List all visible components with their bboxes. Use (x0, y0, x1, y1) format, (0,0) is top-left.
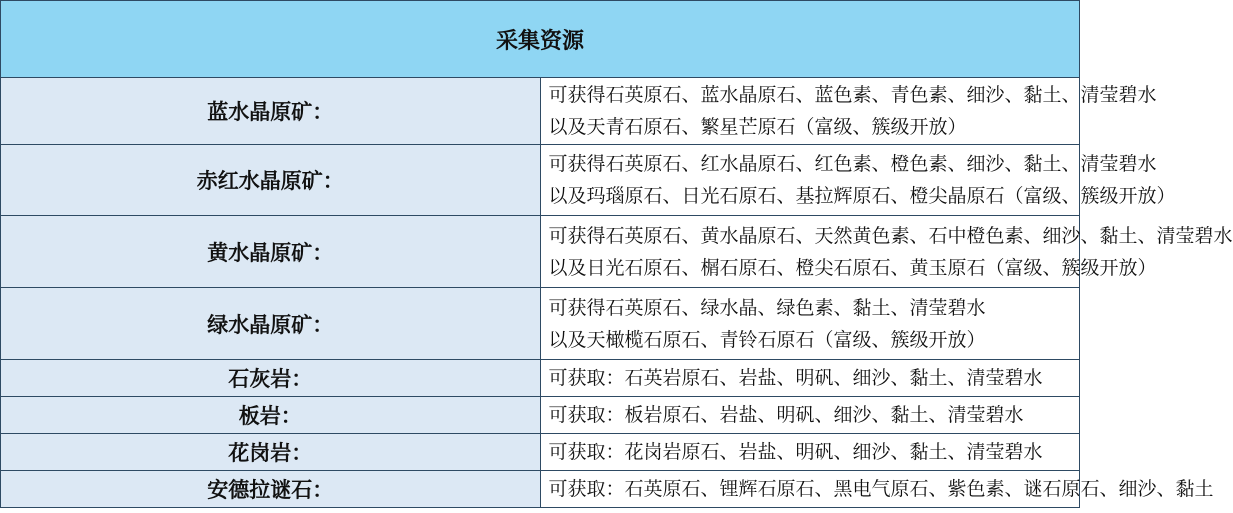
description-line: 以及天橄榄石原石、青铃石原石（富级、簇级开放） (548, 328, 986, 351)
resource-description (540, 288, 1080, 360)
resource-label: 安德拉谜石： (1, 471, 541, 508)
resource-description (540, 397, 1080, 434)
resource-label: 黄水晶原矿： (1, 216, 541, 288)
table-row (1, 216, 1080, 288)
resource-label: 花岗岩： (1, 434, 541, 471)
description-line: 可获取：石英原石、锂辉石原石、黑电气原石、紫色素、谜石原石、细沙、黏土 (548, 478, 1214, 500)
table-row (1, 397, 1080, 434)
table-row (1, 360, 1080, 397)
resource-label: 石灰岩： (1, 360, 541, 397)
description-line: 可获得石英原石、黄水晶原石、天然黄色素、石中橙色素、细沙、黏土、清莹碧水 (548, 224, 1233, 247)
table-row (1, 288, 1080, 360)
resource-description (540, 216, 1233, 288)
description-line: 可获取：板岩原石、岩盐、明矾、细沙、黏土、清莹碧水 (548, 404, 1024, 426)
description-line: 可获取：花岗岩原石、岩盐、明矾、细沙、黏土、清莹碧水 (548, 441, 1043, 463)
resource-label: 蓝水晶原矿： (1, 78, 541, 145)
description-line: 以及玛瑙原石、日光石原石、基拉辉原石、橙尖晶原石（富级、簇级开放） (548, 185, 1176, 207)
table-title: 采集资源 (1, 1, 1080, 78)
description-line: 以及日光石原石、榍石原石、橙尖石原石、黄玉原石（富级、簇级开放） (548, 256, 1157, 279)
table-row (1, 471, 1080, 508)
resource-description (540, 360, 1080, 397)
table-row (1, 78, 1080, 145)
description-line: 可获得石英原石、蓝水晶原石、蓝色素、青色素、细沙、黏土、清莹碧水 (548, 84, 1157, 106)
resource-label: 赤红水晶原矿： (1, 145, 541, 216)
description-line: 可获取：石英岩原石、岩盐、明矾、细沙、黏土、清莹碧水 (548, 367, 1043, 389)
resource-label: 绿水晶原矿： (1, 288, 541, 360)
description-line: 可获得石英原石、红水晶原石、红色素、橙色素、细沙、黏土、清莹碧水 (548, 153, 1157, 175)
resource-description (540, 434, 1080, 471)
resource-description (540, 145, 1176, 216)
description-line: 可获得石英原石、绿水晶、绿色素、黏土、清莹碧水 (548, 296, 986, 319)
resource-description (540, 78, 1157, 145)
table-row (1, 145, 1080, 216)
table-row (1, 434, 1080, 471)
resource-label: 板岩： (1, 397, 541, 434)
resource-description (540, 471, 1214, 508)
table-header-row (1, 1, 1080, 78)
description-line: 以及天青石原石、繁星芒原石（富级、簇级开放） (548, 116, 967, 138)
